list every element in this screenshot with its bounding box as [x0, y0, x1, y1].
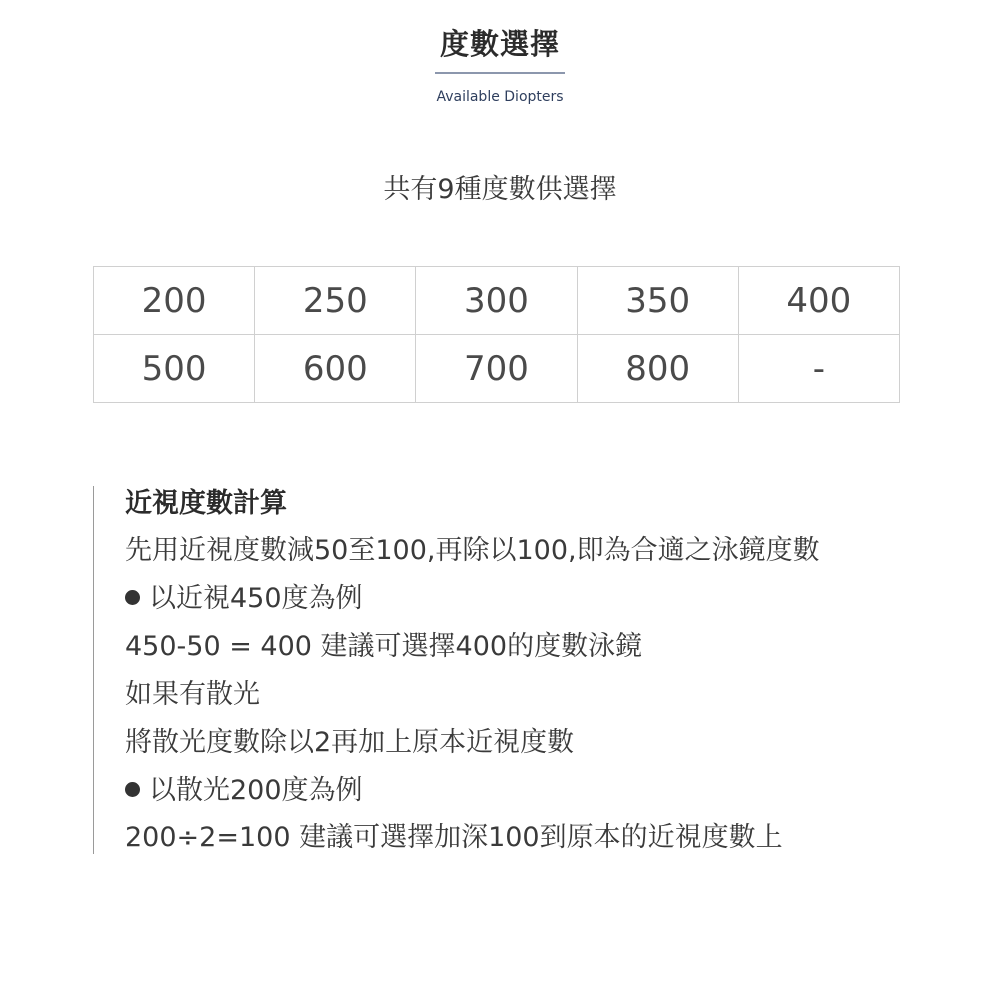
- example-myopia-text: 以近視450度為例: [149, 583, 363, 614]
- astigmatism-rule: 將散光度數除以2再加上原本近視度數: [125, 727, 575, 758]
- example-astigmatism-text: 以散光200度為例: [149, 775, 363, 806]
- example-myopia-line: [125, 582, 363, 616]
- table-cell: 600: [255, 335, 416, 403]
- table-cell: 800: [577, 335, 738, 403]
- page-subtitle: Available Diopters: [436, 89, 564, 105]
- table-cell: 500: [94, 335, 255, 403]
- example-astigmatism-line: [125, 774, 363, 808]
- table-cell: 400: [738, 267, 899, 335]
- astigmatism-condition: 如果有散光: [125, 679, 260, 710]
- page-header: [0, 24, 1000, 106]
- bullet-dot-icon: [125, 590, 140, 605]
- table-row: [94, 267, 900, 335]
- diopter-summary: 共有9種度數供選擇: [383, 174, 617, 205]
- bullet-dot-icon: [125, 782, 140, 797]
- title-underline: [435, 72, 565, 74]
- calculation-rule: 先用近視度數減50至100,再除以100,即為合適之泳鏡度數: [125, 535, 820, 566]
- table-cell: 350: [577, 267, 738, 335]
- table-cell: -: [738, 335, 899, 403]
- page-title: 度數選擇: [439, 27, 560, 61]
- diopter-table: [93, 266, 900, 403]
- table-cell: 300: [416, 267, 577, 335]
- table-row: [94, 335, 900, 403]
- example-astigmatism-result: 200÷2=100 建議可選擇加深100到原本的近視度數上: [125, 822, 783, 853]
- table-cell: 250: [255, 267, 416, 335]
- table-cell: 700: [416, 335, 577, 403]
- table-cell: 200: [94, 267, 255, 335]
- example-myopia-result: 450-50 = 400 建議可選擇400的度數泳鏡: [125, 631, 643, 662]
- calculation-heading: 近視度數計算: [125, 488, 287, 519]
- calculation-section: [93, 486, 954, 854]
